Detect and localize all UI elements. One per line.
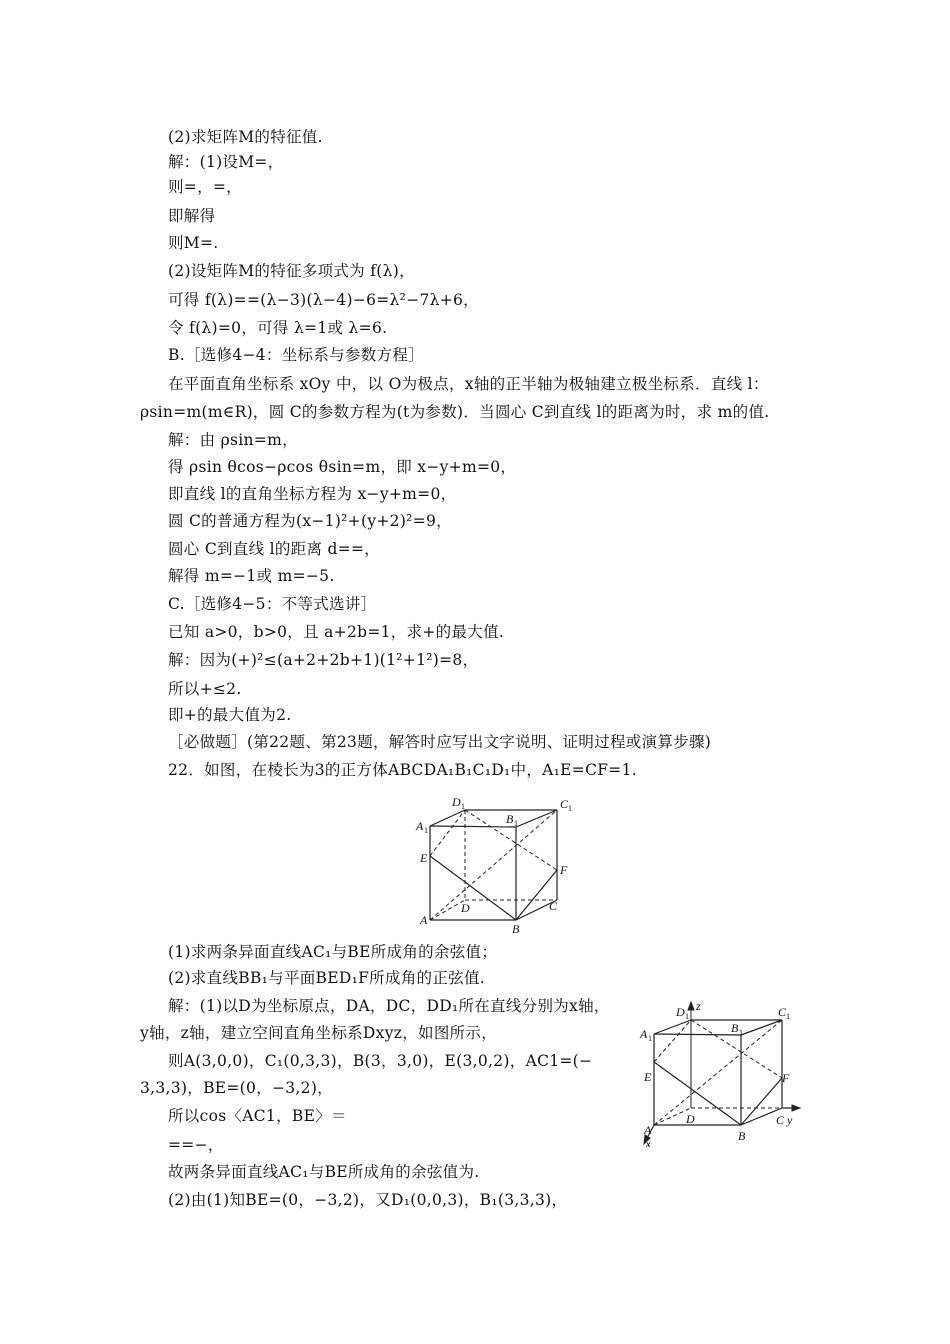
axis-y-label: y [787, 1113, 793, 1127]
label-A1: A [416, 819, 424, 833]
text-line: 解：由 ρsin=m， [168, 431, 298, 449]
text-line: 所以cos〈AC1，BE〉＝ [168, 1107, 347, 1125]
section-heading: C.［选修4−5：不等式选讲］ [168, 595, 377, 613]
label-D1-sub: 1 [461, 802, 465, 811]
label-B1-sub: 1 [739, 1028, 743, 1037]
label-D1-sub: 1 [685, 1012, 689, 1021]
text-line: 22．如图，在棱长为3的正方体ABCDA₁B₁C₁D₁中，A₁E=CF=1. [168, 761, 637, 779]
label-B: B [512, 922, 520, 936]
text-line: 即直线 l的直角坐标方程为 x−y+m=0， [168, 485, 457, 503]
cube-figure [410, 790, 580, 940]
text-line: y轴，z轴，建立空间直角坐标系Dxyz，如图所示， [140, 1024, 498, 1042]
label-A1-sub: 1 [648, 1034, 652, 1043]
label-D: D [686, 1112, 695, 1126]
section-heading: B.［选修4−4：坐标系与参数方程］ [168, 346, 424, 364]
section-heading: ［必做题］(第22题、第23题，解答时应写出文字说明、证明过程或演算步骤) [168, 733, 712, 751]
text-line: (2)设矩阵M的特征多项式为 f(λ)， [168, 262, 415, 280]
text-line: 在平面直角坐标系 xOy 中，以 O为极点，x轴的正半轴为极轴建立极坐标系．直线 l： [168, 375, 769, 393]
text-line: (2)求矩阵M的特征值. [168, 128, 323, 146]
label-A1-sub: 1 [424, 826, 428, 835]
label-D: D [461, 901, 470, 915]
text-line: 故两条异面直线AC₁与BE所成角的余弦值为. [168, 1163, 480, 1181]
label-B1: B [731, 1021, 739, 1035]
axis-z-label: z [696, 1000, 701, 1013]
text-line: 已知 a>0，b>0，且 a+2b=1，求+的最大值. [168, 623, 505, 641]
text-line: 得 ρsin θcos−ρcos θsin=m，即 x−y+m=0， [168, 458, 517, 476]
label-B: B [738, 1129, 746, 1143]
label-C1: C [560, 797, 569, 811]
label-B1-sub: 1 [514, 819, 518, 828]
text-line: ρsin=m(m∈R)，圆 C的参数方程为(t为参数)．当圆心 C到直线 l的距离为时，求 m的值. [140, 403, 770, 421]
text-line: 所以+≤2. [168, 680, 242, 698]
label-C1: C [778, 1005, 787, 1019]
text-line: 令 f(λ)=0，可得 λ=1或 λ=6. [168, 319, 388, 337]
text-line: 可得 f(λ)==(λ−3)(λ−4)−6=λ²−7λ+6， [168, 291, 479, 309]
text-line: (2)由(1)知BE=(0，−3,2)，又D₁(0,0,3)，B₁(3,3,3)， [168, 1191, 568, 1209]
text-line: (1)求两条异面直线AC₁与BE所成角的余弦值； [168, 943, 498, 961]
label-C1-sub: 1 [786, 1012, 790, 1021]
label-E: E [420, 851, 428, 865]
text-line: 即解得 [168, 207, 216, 225]
label-C: C [776, 1113, 785, 1127]
text-line: 解：(1)设M=， [168, 153, 284, 171]
label-A1: A [640, 1027, 648, 1041]
text-line: 则M=. [168, 234, 219, 252]
text-line: ==−， [168, 1136, 224, 1154]
label-A: A [644, 1123, 652, 1137]
cube-axes-figure [636, 1000, 816, 1150]
label-F: F [560, 863, 568, 877]
text-line: 圆 C的普通方程为(x−1)²+(y+2)²=9， [168, 512, 452, 530]
label-F: F [782, 1071, 790, 1085]
label-D1: D [676, 1005, 685, 1019]
label-C: C [549, 899, 558, 913]
label-C1-sub: 1 [568, 804, 572, 813]
label-D1: D [452, 795, 461, 809]
label-B1: B [506, 812, 514, 826]
text-line: 则A(3,0,0)，C₁(0,3,3)，B(3，3,0)，E(3,0,2)，AC1=(− [168, 1052, 593, 1070]
label-E: E [644, 1070, 652, 1084]
text-line: (2)求直线BB₁与平面BED₁F所成角的正弦值. [168, 969, 485, 987]
text-line: 3,3,3)，BE=(0，−3,2)， [140, 1079, 333, 1097]
text-line: 解：(1)以D为坐标原点，DA，DC，DD₁所在直线分别为x轴， [168, 997, 610, 1015]
text-line: 解得 m=−1或 m=−5. [168, 567, 335, 585]
text-line: 则=，=， [168, 178, 242, 196]
text-line: 圆心 C到直线 l的距离 d==， [168, 540, 381, 558]
label-A: A [420, 913, 428, 927]
text-line: 即+的最大值为2. [168, 706, 292, 724]
axis-x-label: x [646, 1139, 651, 1149]
text-line: 解：因为(+)²≤(a+2+2b+1)(1²+1²)=8， [168, 651, 479, 669]
